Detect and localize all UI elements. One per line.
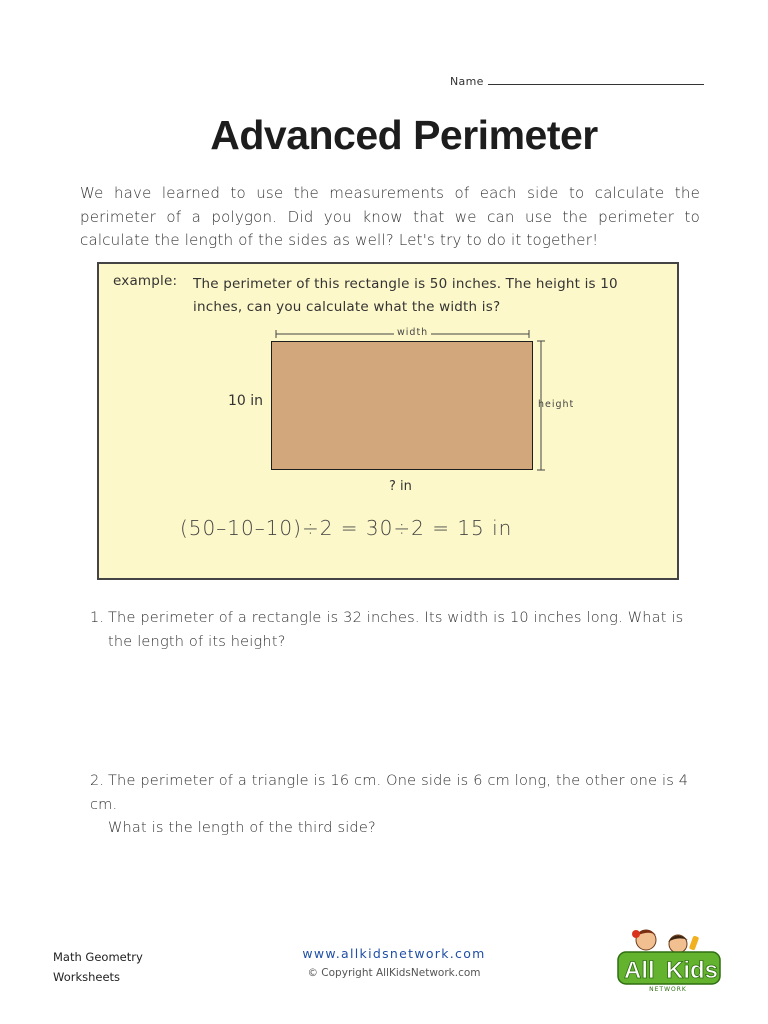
logo-text-network: NETWORK [649, 986, 687, 993]
question-text-continued: What is the length of the third side? [108, 820, 376, 836]
logo-text-kids: Kids [666, 957, 719, 984]
example-formula: (50–10–10)÷2 = 30÷2 = 15 in [180, 516, 513, 540]
left-side-label: 10 in [228, 393, 264, 409]
question-1 [90, 607, 710, 654]
question-text-continued: the length of its height? [108, 633, 286, 650]
footer-category-line1: Math Geometry [53, 950, 143, 964]
example-text: The perimeter of this rectangle is 50 inches. The height is 10 inches, can you calculate what the width is? [193, 276, 618, 315]
question-text: The perimeter of a rectangle is 32 inches. Its width is 10 inches long. What is [108, 610, 684, 626]
bottom-side-label: ? in [389, 479, 412, 494]
example-rectangle [271, 341, 533, 470]
question-number: 2. [90, 773, 105, 789]
footer-url-link[interactable]: www.allkidsnetwork.com [302, 946, 486, 961]
height-label: height [538, 399, 575, 410]
question-number: 1. [90, 610, 105, 626]
footer-copyright: © Copyright AllKidsNetwork.com [307, 967, 481, 979]
footer-category-line2: Worksheets [53, 970, 121, 984]
allkids-logo [612, 918, 724, 994]
intro-paragraph: We have learned to use the measurements of each side to calculate the perimeter of a polygon. Did you know that we can use the perimeter to calculate the length of the sides as well? Let's try to do it together! [80, 184, 700, 249]
question-2 [90, 770, 710, 841]
width-label: width [394, 327, 431, 338]
pencil-icon [689, 935, 699, 950]
name-label: Name [450, 75, 484, 88]
example-label: example: [113, 273, 178, 289]
logo-text-all: All [624, 957, 655, 984]
question-text: The perimeter of a triangle is 16 cm. One side is 6 cm long, the other one is 4 cm. [90, 773, 689, 813]
page-title: Advanced Perimeter [210, 112, 598, 158]
